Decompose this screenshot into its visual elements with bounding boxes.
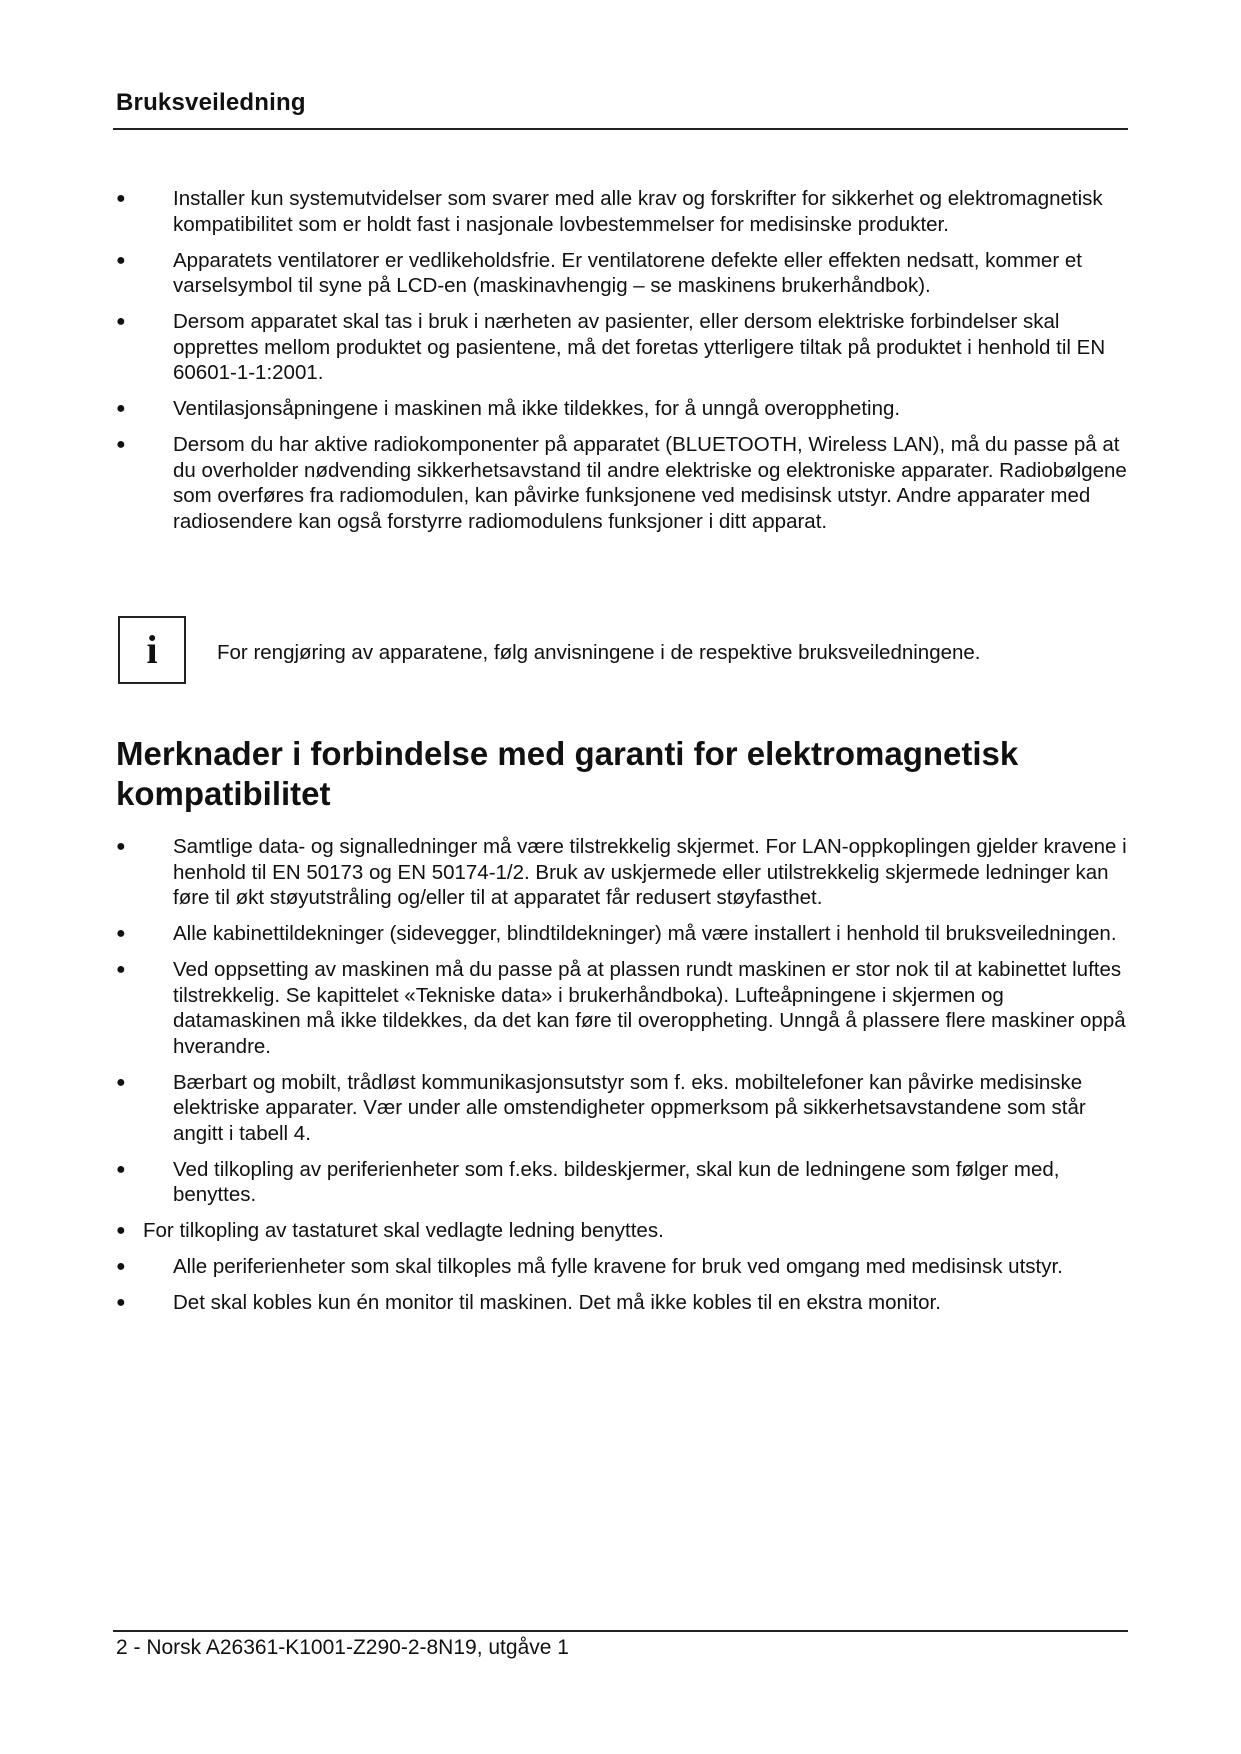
bullet-icon: ● — [116, 1160, 126, 1178]
bullet-icon: ● — [116, 1073, 126, 1091]
list-item-text: Alle periferienheter som skal tilkoples må fylle kravene for bruk ved omgang med medisinsk utstyr. — [173, 1255, 1063, 1278]
list-item — [116, 1290, 1128, 1316]
list-item-text: Ventilasjonsåpningene i maskinen må ikke tildekkes, for å unngå overoppheting. — [173, 397, 901, 420]
list-item-text: Ved tilkopling av periferienheter som f.eks. bildeskjermer, skal kun de ledningene som følger med, benyttes. — [173, 1157, 1060, 1206]
list-item-text: For tilkopling av tastaturet skal vedlagte ledning benyttes. — [143, 1219, 664, 1242]
list-item-text: Det skal kobles kun én monitor til maskinen. Det må ikke kobles til en ekstra monitor. — [173, 1291, 941, 1314]
list-item — [116, 1157, 1128, 1208]
running-header: Bruksveiledning — [116, 89, 306, 116]
emc-list — [116, 834, 1128, 1326]
info-icon-letter: i — [146, 627, 158, 672]
list-item — [116, 309, 1128, 386]
bullet-icon: ● — [116, 1222, 126, 1239]
bullet-icon: ● — [116, 1258, 126, 1275]
list-item-text: Installer kun systemutvidelser som svarer med alle krav og forskrifter for sikkerhet og elektromagnetisk kompatibilitet som er holdt fast i nasjonale lovbestemmelser for medisinske produkter. — [173, 187, 1103, 236]
bullet-icon: ● — [116, 925, 126, 942]
bullet-icon: ● — [116, 313, 126, 330]
list-item-text: Dersom apparatet skal tas i bruk i nærheten av pasienter, eller dersom elektriske forbindelser skal opprettes mellom produktet og pasientene, må det foretas ytterligere tiltak på produktet i henhold til EN 60601-1-1:2001. — [173, 310, 1106, 384]
list-item — [116, 248, 1128, 299]
bullet-icon: ● — [116, 400, 126, 417]
list-item-text: Ved oppsetting av maskinen må du passe på at plassen rundt maskinen er stor nok til at kabinettet luftes tilstrekkelig. Se kapittelet «Tekniske data» i brukerhåndboka). Lufteåpningene i skjermen og datamaskinen må ikke tildekkes, da det kan føre til overoppheting. Unngå å plassere flere maskiner oppå hverandre. — [173, 958, 1126, 1058]
list-item — [116, 1218, 1128, 1244]
list-item — [116, 396, 1128, 422]
safety-list — [116, 186, 1128, 545]
bullet-icon: ● — [116, 1294, 126, 1311]
list-item — [116, 957, 1128, 1059]
info-note: For rengjøring av apparatene, følg anvisningene i de respektive bruksveiledningene. — [217, 641, 981, 664]
footer-rule — [113, 1630, 1128, 1632]
bullet-icon: ● — [116, 961, 126, 978]
info-icon — [118, 616, 186, 684]
section-title: Merknader i forbindelse med garanti for elektromagnetisk kompatibilitet — [116, 735, 1019, 812]
bullet-icon: ● — [116, 436, 126, 453]
bullet-icon: ● — [116, 838, 126, 855]
page-footer: 2 - Norsk A26361-K1001-Z290-2-8N19, utgåve 1 — [116, 1636, 569, 1659]
list-item-text: Bærbart og mobilt, trådløst kommunikasjonsutstyr som f. eks. mobiltelefoner kan påvirke medisinske elektriske apparater. Vær under alle omstendigheter oppmerksom på sikkerhetsavstandene som står angitt i tabell 4. — [173, 1070, 1086, 1145]
header-rule — [113, 128, 1128, 130]
bullet-icon: ● — [116, 190, 126, 207]
list-item-text: Dersom du har aktive radiokomponenter på apparatet (BLUETOOTH, Wireless LAN), må du passe på at du overholder nødvending sikkerhetsavstand til andre elektriske og elektroniske apparater. Radiobølgene som overføres fra radiomodulen, kan påvirke funksjonene ved medisinsk utstyr. Andre apparater med radiosendere kan også forstyrre radiomodulens funksjoner i ditt apparat. — [173, 433, 1127, 533]
list-item — [116, 1070, 1128, 1147]
list-item-text: Apparatets ventilatorer er vedlikeholdsfrie. Er ventilatorene defekte eller effekten nedsatt, kommer et varselsymbol til syne på LCD-en (maskinavhengig – se maskinens brukerhåndbok). — [173, 248, 1082, 297]
list-item-text: Alle kabinettildekninger (sidevegger, blindtildekninger) må være installert i henhold til bruksveiledningen. — [173, 922, 1117, 945]
list-item — [116, 432, 1128, 534]
list-item — [116, 921, 1128, 947]
list-item — [116, 834, 1128, 911]
bullet-icon: ● — [116, 251, 126, 269]
list-item — [116, 186, 1128, 237]
list-item — [116, 1254, 1128, 1280]
list-item-text: Samtlige data- og signalledninger må være tilstrekkelig skjermet. For LAN-oppkoplingen gjelder kravene i henhold til EN 50173 og EN 50174-1/2. Bruk av uskjermede eller utilstrekkelig skjermede ledninger kan føre til økt støyutstråling og/eller til at apparatet får redusert støyfasthet. — [173, 835, 1127, 909]
